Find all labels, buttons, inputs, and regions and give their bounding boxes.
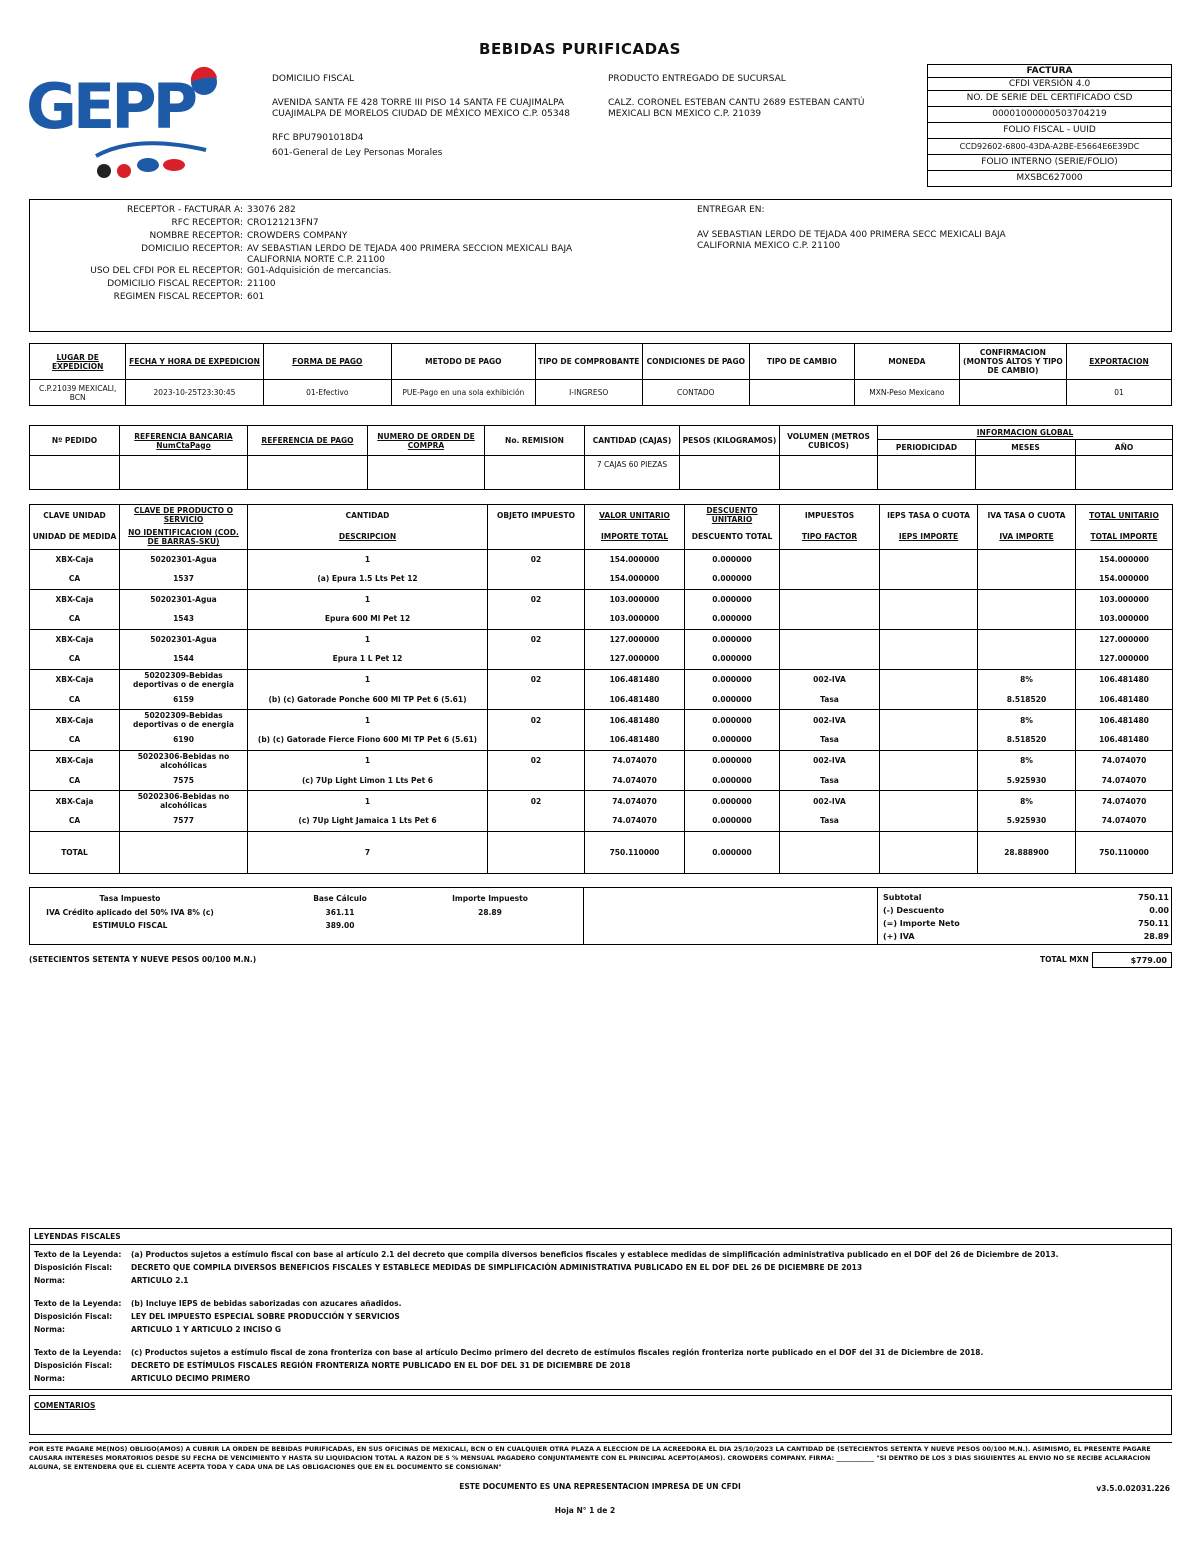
item-cell (978, 589, 1076, 609)
exp-header: MONEDA (854, 344, 959, 380)
item-cell: 1544 (120, 649, 248, 669)
item-cell: 74.074070 (1076, 771, 1173, 791)
item-cell: 103.000000 (585, 589, 685, 609)
items-header: IMPORTE TOTAL (585, 525, 685, 549)
item-cell: 74.074070 (1076, 811, 1173, 831)
item-cell: 002-IVA (780, 791, 880, 812)
item-cell: 0.000000 (685, 649, 780, 669)
exp-header: LUGAR DE EXPEDICION (30, 344, 126, 380)
summary-import: 28.89 (478, 908, 502, 917)
item-row (30, 791, 1173, 812)
item-cell: Epura 600 Ml Pet 12 (248, 609, 488, 629)
item-cell (978, 609, 1076, 629)
item-cell: XBX-Caja (30, 589, 120, 609)
item-cell: 74.074070 (585, 771, 685, 791)
totals-value: 0.00 (1149, 906, 1169, 915)
item-cell (780, 589, 880, 609)
order-header: REFERENCIA DE PAGO (248, 426, 368, 456)
totals-label: (-) Descuento (883, 906, 945, 915)
item-cell: 8% (978, 669, 1076, 690)
footer-note: ESTE DOCUMENTO ES UNA REPRESENTACION IMPRESA DE UN CFDI (459, 1482, 741, 1491)
item-cell: 1 (248, 710, 488, 731)
items-header: DESCUENTO TOTAL (685, 525, 780, 549)
item-cell (780, 649, 880, 669)
item-cell: 74.074070 (1076, 791, 1173, 812)
summary-base: 389.00 (325, 921, 355, 930)
item-cell: (a) Epura 1.5 Lts Pet 12 (248, 569, 488, 589)
item-cell: 1 (248, 589, 488, 609)
global-col: MESES (976, 440, 1076, 456)
items-header: TIPO FACTOR (780, 525, 880, 549)
item-cell: 106.481480 (1076, 690, 1173, 710)
items-total-row (30, 831, 1173, 873)
item-cell: 106.481480 (1076, 710, 1173, 731)
item-cell: 8.518520 (978, 690, 1076, 710)
summary-col2-title: Base Cálculo (313, 894, 367, 903)
cfdi-version: CFDI VERSIÓN 4.0 (928, 78, 1172, 91)
order-header: NUMERO DE ORDEN DE COMPRA (368, 426, 485, 456)
exp-header: TIPO DE CAMBIO (749, 344, 854, 380)
item-cell: 1 (248, 629, 488, 649)
item-row (30, 569, 1173, 589)
item-cell: 002-IVA (780, 710, 880, 731)
summary-col3-title: Importe Impuesto (452, 894, 528, 903)
item-cell (880, 569, 978, 589)
exp-header: FECHA Y HORA DE EXPEDICION (126, 344, 263, 380)
pagare-text: POR ESTE PAGARE ME(NOS) OBLIGO(AMOS) A CUBRIR LA ORDEN DE BEBIDAS PURIFICADAS, EN SUS OFICINAS DE MEXICALI, BCN O EN CUALQUIER OTRA PLAZA A ELECCION DE LA ACREEDORA EL DIA 25/10/2023 LA CANTIDAD DE (SETECIENTOS SETENTA Y NUEVE PESOS 00/100 M.N.). ASIMISMO, EL PRESENTE PAGARE CAUSARA INTERESES MORATORIOS DESDE SU FECHA DE VENCIMIENTO Y HASTA SU LIQUIDACION TOTAL A RAZON DE 5 % MENSUAL PAGADERO CONJUNTAMENTE CON EL PRINCIPAL ACEPTO(AMOS). CROWDERS COMPANY. FIRMA: ____________ "SI DENTRO DE LOS 3 DIAS SIGUIENTES AL ENVIO NO SE RECIBE ACLARACION ALGUNA, SE ENTENDERA QUE EL CLIENTE ACEPTA TODA Y CADA UNA DE LAS OBLIGACIONES QUE EN EL DOCUMENTO SE CONSIGNAN" (29, 1442, 1172, 1472)
item-cell: CA (30, 609, 120, 629)
exp-header: METODO DE PAGO (392, 344, 536, 380)
item-cell (880, 710, 978, 731)
items-header: IMPUESTOS (780, 505, 880, 526)
item-row (30, 549, 1173, 569)
item-cell: 50202309-Bebidas deportivas o de energia (120, 669, 248, 690)
expedition-table (29, 343, 1172, 406)
item-row (30, 609, 1173, 629)
items-header: OBJETO IMPUESTO (488, 505, 585, 526)
exp-header: CONFIRMACION (MONTOS ALTOS Y TIPO DE CAMBIO) (959, 344, 1066, 380)
item-cell: 02 (488, 549, 585, 569)
global-col: PERIODICIDAD (878, 440, 976, 456)
item-cell (780, 569, 880, 589)
item-cell: 1543 (120, 609, 248, 629)
item-row (30, 690, 1173, 710)
item-cell: 0.000000 (685, 549, 780, 569)
order-qty: 7 CAJAS 60 PIEZAS (585, 456, 680, 490)
items-table (29, 504, 1173, 874)
item-cell: 106.481480 (585, 690, 685, 710)
exp-value: MXN-Peso Mexicano (854, 380, 959, 406)
summary-base: 361.11 (325, 908, 355, 917)
legend-group: Texto de la Leyenda: (a) Productos sujetos a estímulo fiscal con base al artículo 2.1 del decreto que compila diversos beneficios fiscales y establece medidas de simplificación administrativa publicado en el DOF del 26 de Diciembre de 2013. Disposición Fiscal: DECRETO QUE COMPILA DIVERSOS BENEFICIOS FISCALES Y ESTABLECE MEDIDAS DE SIMPLIFICACIÓN ADMINISTRATIVA PUBLICADO EN EL DOF DEL 26 DE DICIEMBRE DE 2013 Norma: ARTICULO 2.1 (34, 1250, 1059, 1285)
branch-title: PRODUCTO ENTREGADO DE SUCURSAL (608, 74, 786, 84)
item-cell (880, 791, 978, 812)
item-cell (880, 750, 978, 771)
totals-value: 28.89 (1143, 932, 1169, 941)
items-header: VALOR UNITARIO (585, 505, 685, 526)
item-cell: 8.518520 (978, 730, 1076, 750)
item-row (30, 750, 1173, 771)
item-cell (978, 649, 1076, 669)
fiscal-address: AVENIDA SANTA FE 428 TORRE III PISO 14 SANTA FE CUAJIMALPA CUAJIMALPA DE MORELOS CIUDAD DE MÉXICO MEXICO C.P. 05348 (272, 98, 571, 119)
csd-label: NO. DE SERIE DEL CERTIFICADO CSD (928, 91, 1172, 107)
uuid-value: CCD92602-6800-43DA-A2BE-E5664E6E39DC (928, 139, 1172, 155)
item-cell: 106.481480 (1076, 730, 1173, 750)
item-cell (488, 609, 585, 629)
exp-header: FORMA DE PAGO (263, 344, 392, 380)
items-header: DESCRIPCION (248, 525, 488, 549)
item-cell: 02 (488, 791, 585, 812)
company-title: BEBIDAS PURIFICADAS (479, 40, 681, 58)
item-cell: XBX-Caja (30, 710, 120, 731)
exp-header: CONDICIONES DE PAGO (642, 344, 749, 380)
item-cell: 1 (248, 791, 488, 812)
item-cell (488, 771, 585, 791)
items-header: IEPS IMPORTE (880, 525, 978, 549)
comments-label: COMENTARIOS (34, 1401, 96, 1410)
items-header: CLAVE UNIDAD (30, 505, 120, 526)
item-row (30, 771, 1173, 791)
summary-col1-title: Tasa Impuesto (99, 894, 161, 903)
exp-value: C.P.21039 MEXICALI, BCN (30, 380, 126, 406)
item-cell (880, 589, 978, 609)
fiscal-regime: 601-General de Ley Personas Morales (272, 148, 443, 158)
item-cell: 50202301-Agua (120, 549, 248, 569)
receptor-row: RFC RECEPTOR: CRO121213FN7 (171, 218, 319, 228)
item-cell: 154.000000 (1076, 549, 1173, 569)
item-cell: 02 (488, 710, 585, 731)
item-cell: Epura 1 L Pet 12 (248, 649, 488, 669)
exp-value: 01-Efectivo (263, 380, 392, 406)
exp-value: PUE-Pago en una sola exhibición (392, 380, 536, 406)
items-header: TOTAL UNITARIO (1076, 505, 1173, 526)
item-cell: 0.000000 (685, 710, 780, 731)
legend-group: Texto de la Leyenda: (c) Productos sujetos a estímulo fiscal de zona fronteriza con base al artículo Decimo primero del decreto de estímulos fiscales región fronteriza norte publicado en el DOF del 31 de Diciembre de 2018. Disposición Fiscal: DECRETO DE ESTÍMULOS FISCALES REGIÓN FRONTERIZA NORTE PUBLICADO EN EL DOF DEL 31 DE DICIEMBRE DE 2018 Norma: ARTICULO DECIMO PRIMERO (34, 1348, 984, 1383)
item-cell: 106.481480 (585, 730, 685, 750)
items-header: DESCUENTO UNITARIO (685, 505, 780, 526)
total-cell: 750.110000 (585, 831, 685, 873)
item-cell: 74.074070 (585, 791, 685, 812)
item-cell: 0.000000 (685, 750, 780, 771)
item-cell: XBX-Caja (30, 750, 120, 771)
item-cell: CA (30, 730, 120, 750)
item-cell: 7575 (120, 771, 248, 791)
summary-divider (877, 888, 878, 944)
gepp-logo (26, 58, 226, 180)
items-header-row (30, 525, 1173, 549)
item-cell: 103.000000 (1076, 609, 1173, 629)
item-cell: 50202309-Bebidas deportivas o de energia (120, 710, 248, 731)
receptor-rows (30, 205, 690, 303)
item-cell: 106.481480 (1076, 669, 1173, 690)
item-cell: 6159 (120, 690, 248, 710)
item-cell (488, 730, 585, 750)
folio-value: MXSBC627000 (928, 171, 1172, 187)
item-cell: 0.000000 (685, 791, 780, 812)
items-header: IVA TASA O CUOTA (978, 505, 1076, 526)
item-cell: 0.000000 (685, 589, 780, 609)
item-cell: CA (30, 649, 120, 669)
global-col: AÑO (1076, 440, 1173, 456)
total-cell (880, 831, 978, 873)
item-cell (780, 609, 880, 629)
totals-label: Subtotal (883, 893, 922, 902)
item-cell: 50202306-Bebidas no alcohólicas (120, 750, 248, 771)
item-cell: XBX-Caja (30, 629, 120, 649)
item-cell: 02 (488, 629, 585, 649)
item-cell: 02 (488, 750, 585, 771)
item-cell: 1 (248, 750, 488, 771)
item-cell: (c) 7Up Light Jamaica 1 Lts Pet 6 (248, 811, 488, 831)
item-cell: 0.000000 (685, 730, 780, 750)
items-header: IVA IMPORTE (978, 525, 1076, 549)
items-header: UNIDAD DE MEDIDA (30, 525, 120, 549)
item-cell (488, 649, 585, 669)
totals-list (883, 891, 1169, 943)
item-cell: 154.000000 (585, 569, 685, 589)
branch-address: CALZ. CORONEL ESTEBAN CANTU 2689 ESTEBAN CANTÚ MEXICALI BCN MEXICO C.P. 21039 (608, 98, 865, 119)
item-cell: 02 (488, 589, 585, 609)
item-cell (488, 569, 585, 589)
item-cell (780, 549, 880, 569)
item-row (30, 710, 1173, 731)
item-cell: 1 (248, 669, 488, 690)
item-cell: 8% (978, 791, 1076, 812)
summary-label: ESTIMULO FISCAL (92, 921, 168, 930)
deliver-address: AV SEBASTIAN LERDO DE TEJADA 400 PRIMERA SECC MEXICALI BAJA CALIFORNIA MEXICO C.P. 21100 (697, 230, 1006, 251)
folio-label: FOLIO INTERNO (SERIE/FOLIO) (928, 155, 1172, 171)
item-row (30, 629, 1173, 649)
item-cell: 5.925930 (978, 771, 1076, 791)
receptor-row: USO DEL CFDI POR EL RECEPTOR: G01-Adquisición de mercancias. (90, 266, 392, 276)
item-cell: 50202301-Agua (120, 629, 248, 649)
item-cell (880, 690, 978, 710)
fiscal-rfc: RFC BPU7901018D4 (272, 133, 364, 143)
total-cell (780, 831, 880, 873)
item-row (30, 649, 1173, 669)
total-value: $779.00 (1092, 952, 1172, 968)
exp-value: 2023-10-25T23:30:45 (126, 380, 263, 406)
item-cell: 103.000000 (585, 609, 685, 629)
item-cell: 127.000000 (585, 629, 685, 649)
total-cell (120, 831, 248, 873)
item-cell: 127.000000 (1076, 649, 1173, 669)
item-cell: 0.000000 (685, 609, 780, 629)
item-cell: CA (30, 771, 120, 791)
item-cell: 02 (488, 669, 585, 690)
item-cell: 106.481480 (585, 669, 685, 690)
fiscal-legends-box (29, 1228, 1172, 1390)
branch-block (608, 74, 908, 120)
total-cell: 7 (248, 831, 488, 873)
item-cell (880, 730, 978, 750)
order-header: REFERENCIA BANCARIA NumCtaPago (120, 426, 248, 456)
legends-title: LEYENDAS FISCALES (30, 1229, 1171, 1245)
footer-version: v3.5.0.02031.226 (1096, 1484, 1170, 1493)
legend-group: Texto de la Leyenda: (b) Incluye IEPS de bebidas saborizadas con azucares añadidos. Disposición Fiscal: LEY DEL IMPUESTO ESPECIAL SOBRE PRODUCCIÓN Y SERVICIOS Norma: ARTICULO 1 Y ARTICULO 2 INCISO G (34, 1299, 402, 1334)
item-cell: Tasa (780, 690, 880, 710)
summary-label: IVA Crédito aplicado del 50% IVA 8% (c) (46, 908, 214, 917)
receptor-row: NOMBRE RECEPTOR: CROWDERS COMPANY (149, 231, 348, 241)
item-cell: 50202301-Agua (120, 589, 248, 609)
exp-value: CONTADO (642, 380, 749, 406)
item-cell: 002-IVA (780, 750, 880, 771)
global-info-title: INFORMACION GLOBAL (878, 426, 1173, 440)
item-cell (978, 629, 1076, 649)
exp-value: 01 (1066, 380, 1171, 406)
item-cell: 0.000000 (685, 771, 780, 791)
item-cell: 5.925930 (978, 811, 1076, 831)
item-cell: 127.000000 (1076, 629, 1173, 649)
item-cell: 0.000000 (685, 669, 780, 690)
items-header: IEPS TASA O CUOTA (880, 505, 978, 526)
item-cell: 7577 (120, 811, 248, 831)
factura-label: FACTURA (928, 65, 1172, 78)
item-cell: Tasa (780, 771, 880, 791)
item-cell: 0.000000 (685, 629, 780, 649)
item-cell (880, 811, 978, 831)
total-cell: 0.000000 (685, 831, 780, 873)
item-cell: CA (30, 690, 120, 710)
item-cell: 127.000000 (585, 649, 685, 669)
item-cell (880, 771, 978, 791)
exp-value (959, 380, 1066, 406)
csd-value: 00001000000503704219 (928, 107, 1172, 123)
totals-label: (+) IVA (883, 932, 915, 941)
item-cell: 74.074070 (585, 811, 685, 831)
total-label: TOTAL MXN (1040, 955, 1089, 964)
item-cell: 002-IVA (780, 669, 880, 690)
item-cell: 154.000000 (585, 549, 685, 569)
item-cell: 106.481480 (585, 710, 685, 731)
item-cell (978, 549, 1076, 569)
item-cell: 0.000000 (685, 569, 780, 589)
exp-value: I-INGRESO (535, 380, 642, 406)
item-cell (488, 690, 585, 710)
item-cell: 0.000000 (685, 690, 780, 710)
items-header: TOTAL IMPORTE (1076, 525, 1173, 549)
items-header: NO IDENTIFICACION (COD. DE BARRAS-SKU) (120, 525, 248, 549)
order-header: PESOS (KILOGRAMOS) (680, 426, 780, 456)
receptor-box (29, 199, 1172, 332)
item-cell: 1 (248, 549, 488, 569)
item-cell: 0.000000 (685, 811, 780, 831)
factura-box (927, 64, 1172, 187)
uuid-label: FOLIO FISCAL - UUID (928, 123, 1172, 139)
item-cell: 103.000000 (1076, 589, 1173, 609)
item-cell: CA (30, 569, 120, 589)
item-cell: 50202306-Bebidas no alcohólicas (120, 791, 248, 812)
exp-header: TIPO DE COMPROBANTE (535, 344, 642, 380)
item-cell: (b) (c) Gatorade Fierce Fiono 600 Ml TP Pet 6 (5.61) (248, 730, 488, 750)
order-table (29, 425, 1173, 490)
item-cell: XBX-Caja (30, 791, 120, 812)
item-cell: Tasa (780, 811, 880, 831)
totals-value: 750.11 (1138, 893, 1169, 902)
receptor-row: REGIMEN FISCAL RECEPTOR: 601 (113, 292, 265, 302)
receptor-row: DOMICILIO RECEPTOR: AV SEBASTIAN LERDO DE TEJADA 400 PRIMERA SECCION MEXICALI BAJA CALIFORNIA NORTE C.P. 21100 (141, 244, 573, 265)
item-cell (880, 609, 978, 629)
item-row (30, 669, 1173, 690)
items-header: CLAVE DE PRODUCTO O SERVICIO (120, 505, 248, 526)
comments-box (29, 1395, 1172, 1435)
exp-value (749, 380, 854, 406)
item-cell (488, 811, 585, 831)
item-cell (978, 569, 1076, 589)
footer-page: Hoja N° 1 de 2 (554, 1506, 616, 1515)
order-header: CANTIDAD (CAJAS) (585, 426, 680, 456)
item-cell: 8% (978, 710, 1076, 731)
fiscal-address-block (272, 74, 582, 159)
totals-label: (=) Importe Neto (883, 919, 960, 928)
item-cell: 154.000000 (1076, 569, 1173, 589)
total-cell: TOTAL (30, 831, 120, 873)
order-header: Nº PEDIDO (30, 426, 120, 456)
receptor-row: DOMICILIO FISCAL RECEPTOR: 21100 (107, 279, 276, 289)
item-cell (880, 649, 978, 669)
item-cell: Tasa (780, 730, 880, 750)
items-header (488, 525, 585, 549)
item-cell: 6190 (120, 730, 248, 750)
total-cell: 28.888900 (978, 831, 1076, 873)
exp-header: EXPORTACION (1066, 344, 1171, 380)
item-cell (880, 669, 978, 690)
item-cell (780, 629, 880, 649)
item-cell: CA (30, 811, 120, 831)
item-cell: XBX-Caja (30, 669, 120, 690)
totals-value: 750.11 (1138, 919, 1169, 928)
item-cell: XBX-Caja (30, 549, 120, 569)
item-cell (880, 549, 978, 569)
item-row (30, 811, 1173, 831)
item-cell: 8% (978, 750, 1076, 771)
items-header-row (30, 505, 1173, 526)
deliver-title: ENTREGAR EN: (697, 205, 765, 215)
amount-words: (SETECIENTOS SETENTA Y NUEVE PESOS 00/100 M.N.) (29, 955, 257, 964)
item-cell: 74.074070 (585, 750, 685, 771)
order-header: VOLUMEN (METROS CUBICOS) (780, 426, 878, 456)
item-row (30, 589, 1173, 609)
fiscal-title: DOMICILIO FISCAL (272, 74, 354, 84)
item-cell: 1537 (120, 569, 248, 589)
receptor-row: RECEPTOR - FACTURAR A: 33076 282 (126, 205, 296, 215)
item-cell: (b) (c) Gatorade Ponche 600 Ml TP Pet 6 (5.61) (248, 690, 488, 710)
item-cell (880, 629, 978, 649)
order-header: No. REMISION (485, 426, 585, 456)
total-cell (488, 831, 585, 873)
logo-text: GEPP (26, 70, 195, 143)
item-row (30, 730, 1173, 750)
total-cell: 750.110000 (1076, 831, 1173, 873)
item-cell: (c) 7Up Light Limon 1 Lts Pet 6 (248, 771, 488, 791)
summary-box (29, 887, 1172, 945)
item-cell: 74.074070 (1076, 750, 1173, 771)
items-header: CANTIDAD (248, 505, 488, 526)
summary-divider (583, 888, 584, 944)
